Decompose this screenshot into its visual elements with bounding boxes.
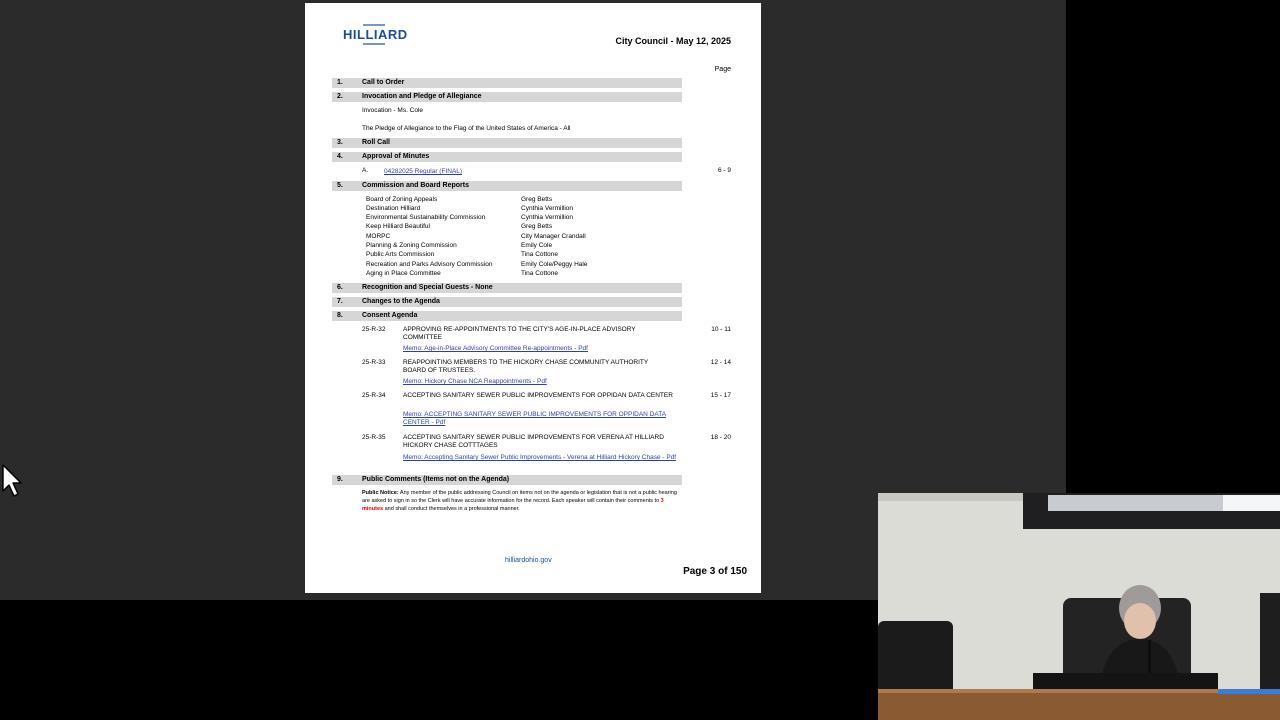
report-board: Board of Zoning Appeals <box>366 196 438 203</box>
resolution-memo-link[interactable]: Memo: Age-in-Place Advisory Committee Re-appointments - Pdf <box>403 345 588 352</box>
resolution-title: ACCEPTING SANITARY SEWER PUBLIC IMPROVEMENTS FOR VERENA AT HILLIARD HICKORY CHASE COTTTAGES <box>403 434 664 449</box>
report-person: City Manager Crandall <box>521 233 586 240</box>
resolution-code: 25-R-32 <box>362 326 386 333</box>
logo-decoration <box>363 43 385 45</box>
resolution-memo-link[interactable]: Memo: Hickory Chase NCA Reappointments - Pdf <box>403 378 547 385</box>
notice-text: Any member of the public addressing Council on items not on the agenda or legislation that is not a public hearing are asked to sign in so the Clerk will have accurate information for the record. Each speaker will contain their comments to <box>362 490 677 504</box>
resolution-title: REAPPOINTING MEMBERS TO THE HICKORY CHASE COMMUNITY AUTHORITY BOARD OF TRUSTEES. <box>403 359 649 374</box>
notice-label: Public Notice: <box>362 490 399 496</box>
section-bar: 4. Approval of Minutes <box>332 152 682 162</box>
report-person: Emily Cole <box>521 242 553 249</box>
resolution-memo-link[interactable]: Memo: ACCEPTING SANITARY SEWER PUBLIC IMPROVEMENTS FOR OPPIDAN DATA CENTER - Pdf <box>403 411 667 426</box>
report-board: Planning & Zoning Commission <box>366 242 457 249</box>
report-board: MORPC <box>366 233 391 240</box>
video-camera-inset <box>878 493 1280 720</box>
pledge-text: The Pledge of Allegiance to the Flag of the United States of America - All <box>362 125 571 132</box>
report-person: Greg Betts <box>521 223 553 230</box>
report-person: Cynthia Vermillion <box>521 205 574 212</box>
resolution-pages: 10 - 11 <box>711 326 731 333</box>
council-chamber-image <box>878 493 1280 720</box>
resolution-code: 25-R-33 <box>362 359 386 366</box>
resolution-pages: 12 - 14 <box>710 359 731 366</box>
invocation-text: Invocation - Ms. Cole <box>362 107 424 114</box>
logo-decoration <box>363 24 385 26</box>
page-column-header: Page <box>714 66 731 73</box>
public-notice <box>362 490 677 513</box>
minutes-link[interactable]: 04282025 Regular (FINAL) <box>384 168 463 175</box>
report-board: Environmental Sustainability Commission <box>366 214 486 221</box>
footer-page-number: Page 3 of 150 <box>683 566 747 577</box>
section-bar: 9. Public Comments (Items not on the Agenda) <box>332 475 682 485</box>
mouse-pointer-icon <box>2 464 24 498</box>
report-board: Aging in Place Committee <box>366 270 441 277</box>
report-board: Destination Hilliard <box>366 205 421 212</box>
resolution-code: 25-R-34 <box>362 392 386 399</box>
resolution-code: 25-R-35 <box>362 434 386 441</box>
city-logo: HILLIARD <box>343 27 408 42</box>
agenda-page <box>305 3 761 593</box>
minutes-pages: 6 - 9 <box>717 167 731 174</box>
report-person: Tina Cottone <box>521 270 558 277</box>
report-board: Public Arts Commission <box>366 251 435 258</box>
footer-url[interactable]: hilliardohio.gov <box>505 557 552 564</box>
resolution-title: ACCEPTING SANITARY SEWER PUBLIC IMPROVEMENTS FOR OPPIDAN DATA CENTER <box>403 392 673 399</box>
resolution-memo-link[interactable]: Memo: Accepting Sanitary Sewer Public Improvements - Verena at Hilliard Hickory Chase - Pdf <box>403 454 677 461</box>
section-bar: 5. Commission and Board Reports <box>332 181 682 191</box>
notice-highlight: 3 minutes <box>362 497 664 512</box>
background-panel <box>1066 0 1280 493</box>
notice-text: and shall conduct themselves in a professional manner. <box>383 505 520 512</box>
report-person: Greg Betts <box>521 196 553 203</box>
report-board: Keep Hilliard Beautiful <box>366 223 430 230</box>
section-bar: 1. Call to Order <box>332 78 682 88</box>
section-bar: 7. Changes to the Agenda <box>332 297 682 307</box>
section-bar: 2. Invocation and Pledge of Allegiance <box>332 92 682 102</box>
resolution-pages: 18 - 20 <box>710 434 731 441</box>
section-bar: 3. Roll Call <box>332 138 682 148</box>
resolution-pages: 15 - 17 <box>710 392 731 399</box>
report-person: Emily Cole/Peggy Hale <box>521 261 588 268</box>
report-person: Tina Cottone <box>521 251 558 258</box>
report-person: Cynthia Vermillion <box>521 214 574 221</box>
meeting-title: City Council - May 12, 2025 <box>615 36 731 46</box>
section-bar: 8. Consent Agenda <box>332 311 682 321</box>
resolution-title: APPROVING RE-APPOINTMENTS TO THE CITY'S AGE-IN-PLACE ADVISORY COMMITTEE <box>403 326 636 341</box>
section-bar: 6. Recognition and Special Guests - None <box>332 283 682 293</box>
report-board: Recreation and Parks Advisory Commission <box>366 261 493 268</box>
minutes-letter: A. <box>362 167 369 174</box>
